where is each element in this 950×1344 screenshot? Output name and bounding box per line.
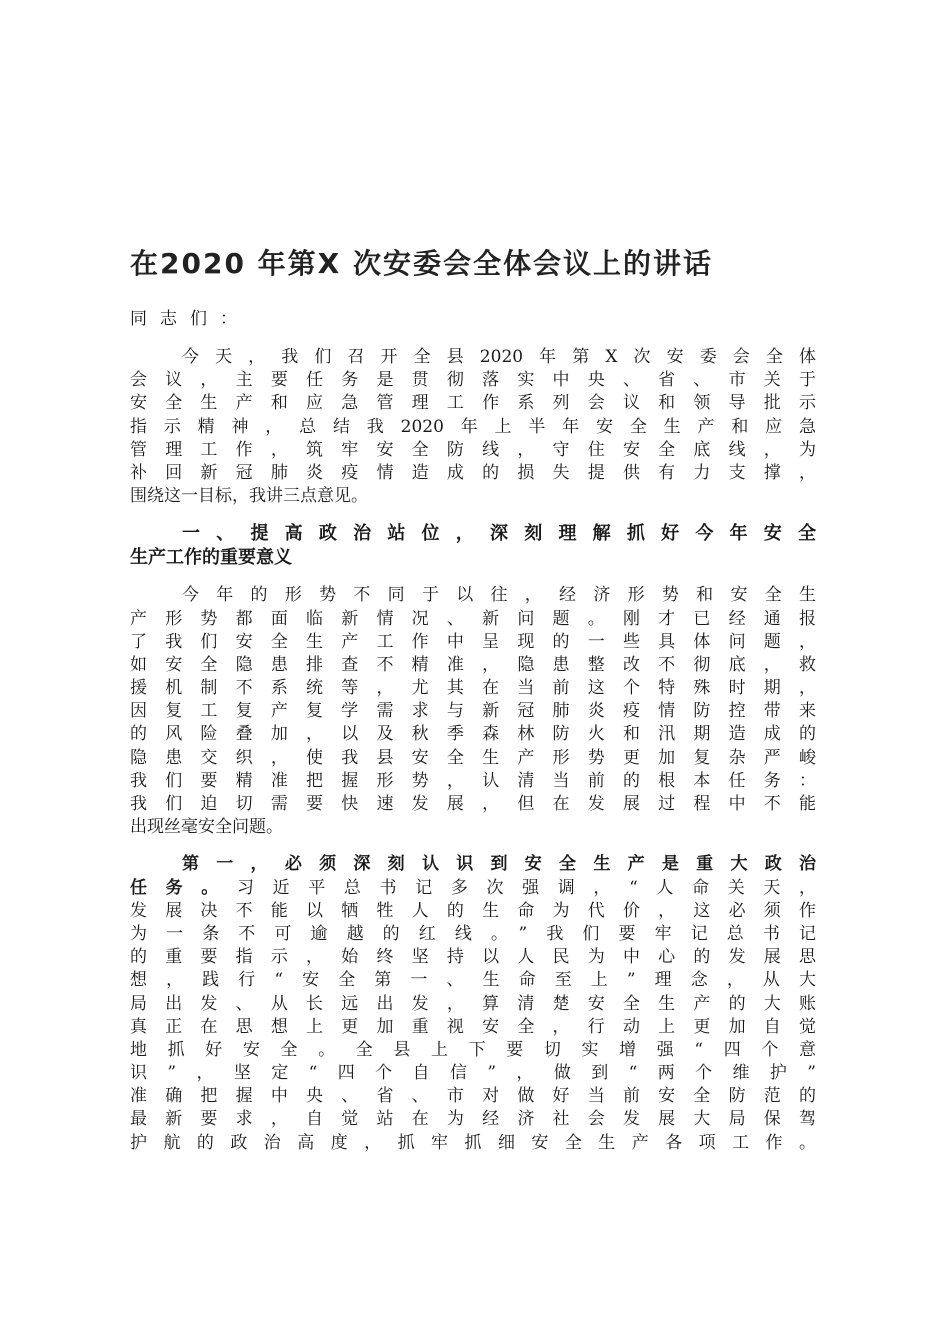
situation-line: 我们要精准把握形势，认清当前的根本任务： xyxy=(130,770,816,791)
document-title: 在2020 年第X 次安委会全体会议上的讲话 xyxy=(130,247,714,280)
first-point-lead: 第一，必须深刻认识到安全生产是重大政治 xyxy=(182,854,816,875)
first-point-quote-start: 习近平总书记多次强调，“人命关天， xyxy=(236,877,816,898)
heading1-line: 生产工作的重要意义 xyxy=(130,547,292,569)
first-point-line: 想，践行“安全第一、生命至上”理念，从大 xyxy=(130,970,816,991)
situation-line: 了我们安全生产工作中呈现的一些具体问题， xyxy=(130,631,816,652)
intro-line: 指示精神，总结我2020年上半年安全生产和应急 xyxy=(130,416,816,437)
first-point-line: 地抓好安全。全县上下要切实增强“四个意 xyxy=(130,1039,816,1060)
intro-line: 会议，主要任务是贯彻落实中央、省、市关于 xyxy=(130,370,816,391)
first-point-line: 为一条不可逾越的红线。”我们要牢记总书记 xyxy=(130,923,816,944)
paragraph-situation xyxy=(130,584,816,839)
heading1-line: 一、提高政治站位，深刻理解抓好今年安全 xyxy=(182,523,816,545)
first-point-line: 真正在思想上更加重视安全，行动上更加自觉 xyxy=(130,1016,816,1037)
first-point-line: 的重要指示，始终坚持以人民为中心的发展思 xyxy=(130,947,816,968)
situation-line: 因复工复产复学需求与新冠肺炎疫情防控带来 xyxy=(130,701,816,722)
first-point-line: 准确把握中央、省、市对做好当前安全防范的 xyxy=(130,1086,816,1107)
first-point-line: 局出发、从长远出发，算清楚安全生产的大账 xyxy=(130,993,816,1014)
situation-line: 如安全隐患排查不精准，隐患整改不彻底，救 xyxy=(130,654,816,675)
intro-line: 围绕这一目标，我讲三点意见。 xyxy=(130,486,368,507)
first-point-line: 识”，坚定“四个自信”，做到“两个维护” xyxy=(130,1063,816,1084)
situation-line: 产形势都面临新情况、新问题。刚才已经通报 xyxy=(130,608,816,629)
paragraph-first-point xyxy=(130,853,816,1154)
first-point-line: 最新要求，自觉站在为经济社会发展大局保驾 xyxy=(130,1109,816,1130)
situation-line: 我们迫切需要快速发展，但在发展过程中不能 xyxy=(130,794,816,814)
situation-line: 今年的形势不同于以往，经济形势和安全生 xyxy=(182,585,816,606)
intro-line: 补回新冠肺炎疫情造成的损失提供有力支撑， xyxy=(130,462,816,483)
intro-line: 今天，我们召开全县2020年第X次安委会全体 xyxy=(182,347,816,367)
situation-line: 的风险叠加，以及秋季森林防火和汛期造成的 xyxy=(130,724,816,745)
section-heading-1 xyxy=(130,522,816,570)
intro-line: 管理工作，筑牢安全防线，守住安全底线，为 xyxy=(130,439,816,460)
situation-line: 援机制不系统等，尤其在当前这个特殊时期， xyxy=(130,678,816,699)
first-point-lead-end: 任务。 xyxy=(130,877,237,898)
intro-line: 安全生产和应急管理工作系列会议和领导批示 xyxy=(130,393,816,414)
salutation: 同志们： xyxy=(130,309,250,329)
intro-paragraph xyxy=(130,346,816,508)
document-page xyxy=(130,240,816,1169)
situation-line: 隐患交织，使我县安全生产形势更加复杂严峻 xyxy=(130,747,816,768)
first-point-line: 护航的政治高度，抓牢抓细安全生产各项工作。 xyxy=(130,1132,816,1153)
first-point-line: 发展决不能以牺牲人的生命为代价，这必须作 xyxy=(130,900,816,921)
situation-line: 出现丝毫安全问题。 xyxy=(130,817,283,838)
first-point-second-line xyxy=(130,877,816,900)
